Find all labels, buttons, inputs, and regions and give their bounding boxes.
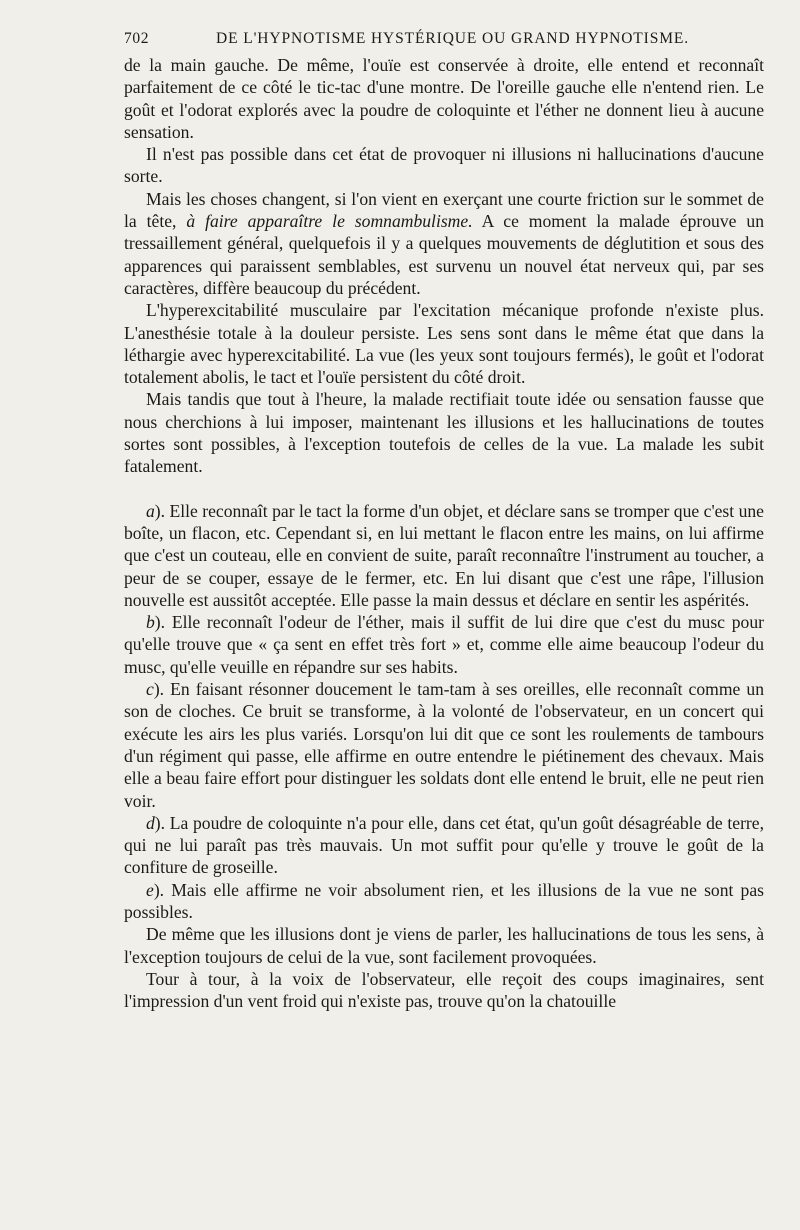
item-text: ). En faisant résonner doucement le tam-tam à ses oreilles, elle reconnaît comme un son de cloches. Ce bruit se transforme, à la volonté de l'observateur, en un concert qui exécute les airs les plus variés. Lorsqu'on lui dit que ce sont les roulements de tambours d'un régiment qui passe, elle affirme en outre entendre le piétinement des chevaux. Mais elle a beau faire effort pour distinguer les soldats dont elle entend le bruit, elle ne peut rien voir. <box>124 679 764 811</box>
running-title: DE L'HYPNOTISME HYSTÉRIQUE OU GRAND HYPNOTISME. <box>216 30 690 47</box>
page-body <box>124 54 764 1012</box>
page-number: 702 <box>124 30 150 47</box>
paragraph-somnambulism-text-b: A ce moment la malade éprouve un tressaillement général, quelquefois il y a quelques mouvements de déglutition et sous des apparences qui paraissent semblables, est survenu un nouvel état nerveux qui, par ses caractères, diffère beaucoup du précédent. <box>124 211 764 298</box>
item-letter: d <box>146 812 155 833</box>
item-text: ). Elle reconnaît l'odeur de l'éther, mais il suffit de lui dire que c'est du musc pour qu'elle trouve que « ça sent en effet très fort » et, comme elle aime beaucoup l'odeur du musc, qu'elle veuille en répandre sur ses habits. <box>124 612 764 677</box>
paragraph-hallucinations: De même que les illusions dont je viens de parler, les hallucinations de tous les sens, à l'exception toujours de celui de la vue, sont facilement provoquées. <box>124 924 764 967</box>
paragraph-no-illusions: Il n'est pas possible dans cet état de provoquer ni illusions ni hallucinations d'aucune sorte. <box>124 144 764 187</box>
list-item-a <box>124 500 764 611</box>
item-letter: e <box>146 879 154 900</box>
paragraph-somnambulism-italic: à faire apparaître le somnambulisme. <box>186 211 473 232</box>
running-header <box>124 30 764 48</box>
paragraph-hyperexcitability: L'hyperexcitabilité musculaire par l'excitation mécanique profonde n'existe plus. L'anesthésie totale à la douleur persiste. Les sens sont dans le même état que dans la léthargie avec hyperexcitabilité. La vue (les yeux sont toujours fermés), le goût et l'odorat totalement abolis, le tact et l'ouïe persistent du côté droit. <box>124 300 764 388</box>
list-item-d <box>124 812 764 879</box>
list-item-b <box>124 611 764 678</box>
paragraph-continuation: de la main gauche. De même, l'ouïe est conservée à droite, elle entend et reconnaît parfaitement de ce côté le tic-tac d'une montre. De l'oreille gauche elle n'entend rien. Le goût et l'odorat explorés avec la poudre de coloquinte et l'éther ne donnent lieu à aucune sensation. <box>124 55 764 142</box>
item-text: ). La poudre de coloquinte n'a pour elle, dans cet état, qu'un goût désagréable de terre, qui ne lui paraît pas très mauvais. Un mot suffit pour qu'elle y trouve le goût de la confiture de groseille. <box>124 812 764 878</box>
paragraph-somnambulism-text-a: Mais les choses changent, si l'on vient en exerçant une courte friction sur le sommet de la tête, <box>124 188 764 232</box>
item-text: ). Elle reconnaît par le tact la forme d'un objet, et déclare sans se tromper que c'est une boîte, un flacon, etc. Cependant si, en lui mettant le flacon entre les mains, on lui affirme que c'est un couteau, elle en convient de suite, paraît reconnaître l'instrument au toucher, a peur de se couper, essaye de le fermer, etc. En lui disant que c'est une râpe, l'illusion nouvelle est aussitôt acceptée. Elle passe la main dessus et déclare en sentir les aspérités. <box>124 500 764 610</box>
list-item-e <box>124 879 764 924</box>
paragraph-somnambulism <box>124 188 764 299</box>
item-text: ). Mais elle affirme ne voir absolument rien, et les illusions de la vue ne sont pas possibles. <box>124 879 764 922</box>
list-item-c <box>124 678 764 812</box>
paragraph-tour-a-tour: Tour à tour, à la voix de l'observateur, elle reçoit des coups imaginaires, sent l'impression d'un vent froid qui n'existe pas, trouve qu'on la chatouille <box>124 968 764 1012</box>
item-letter: c <box>146 679 154 700</box>
paragraph-illusions-possible: Mais tandis que tout à l'heure, la malade rectifiait toute idée ou sensation fausse que nous cherchions à lui imposer, maintenant les illusions et les hallucinations de toutes sortes sont possibles, à l'exception toutefois de celles de la vue. La malade les subit fatalement. <box>124 389 764 477</box>
item-letter: b <box>146 612 155 633</box>
item-letter: a <box>146 500 155 521</box>
